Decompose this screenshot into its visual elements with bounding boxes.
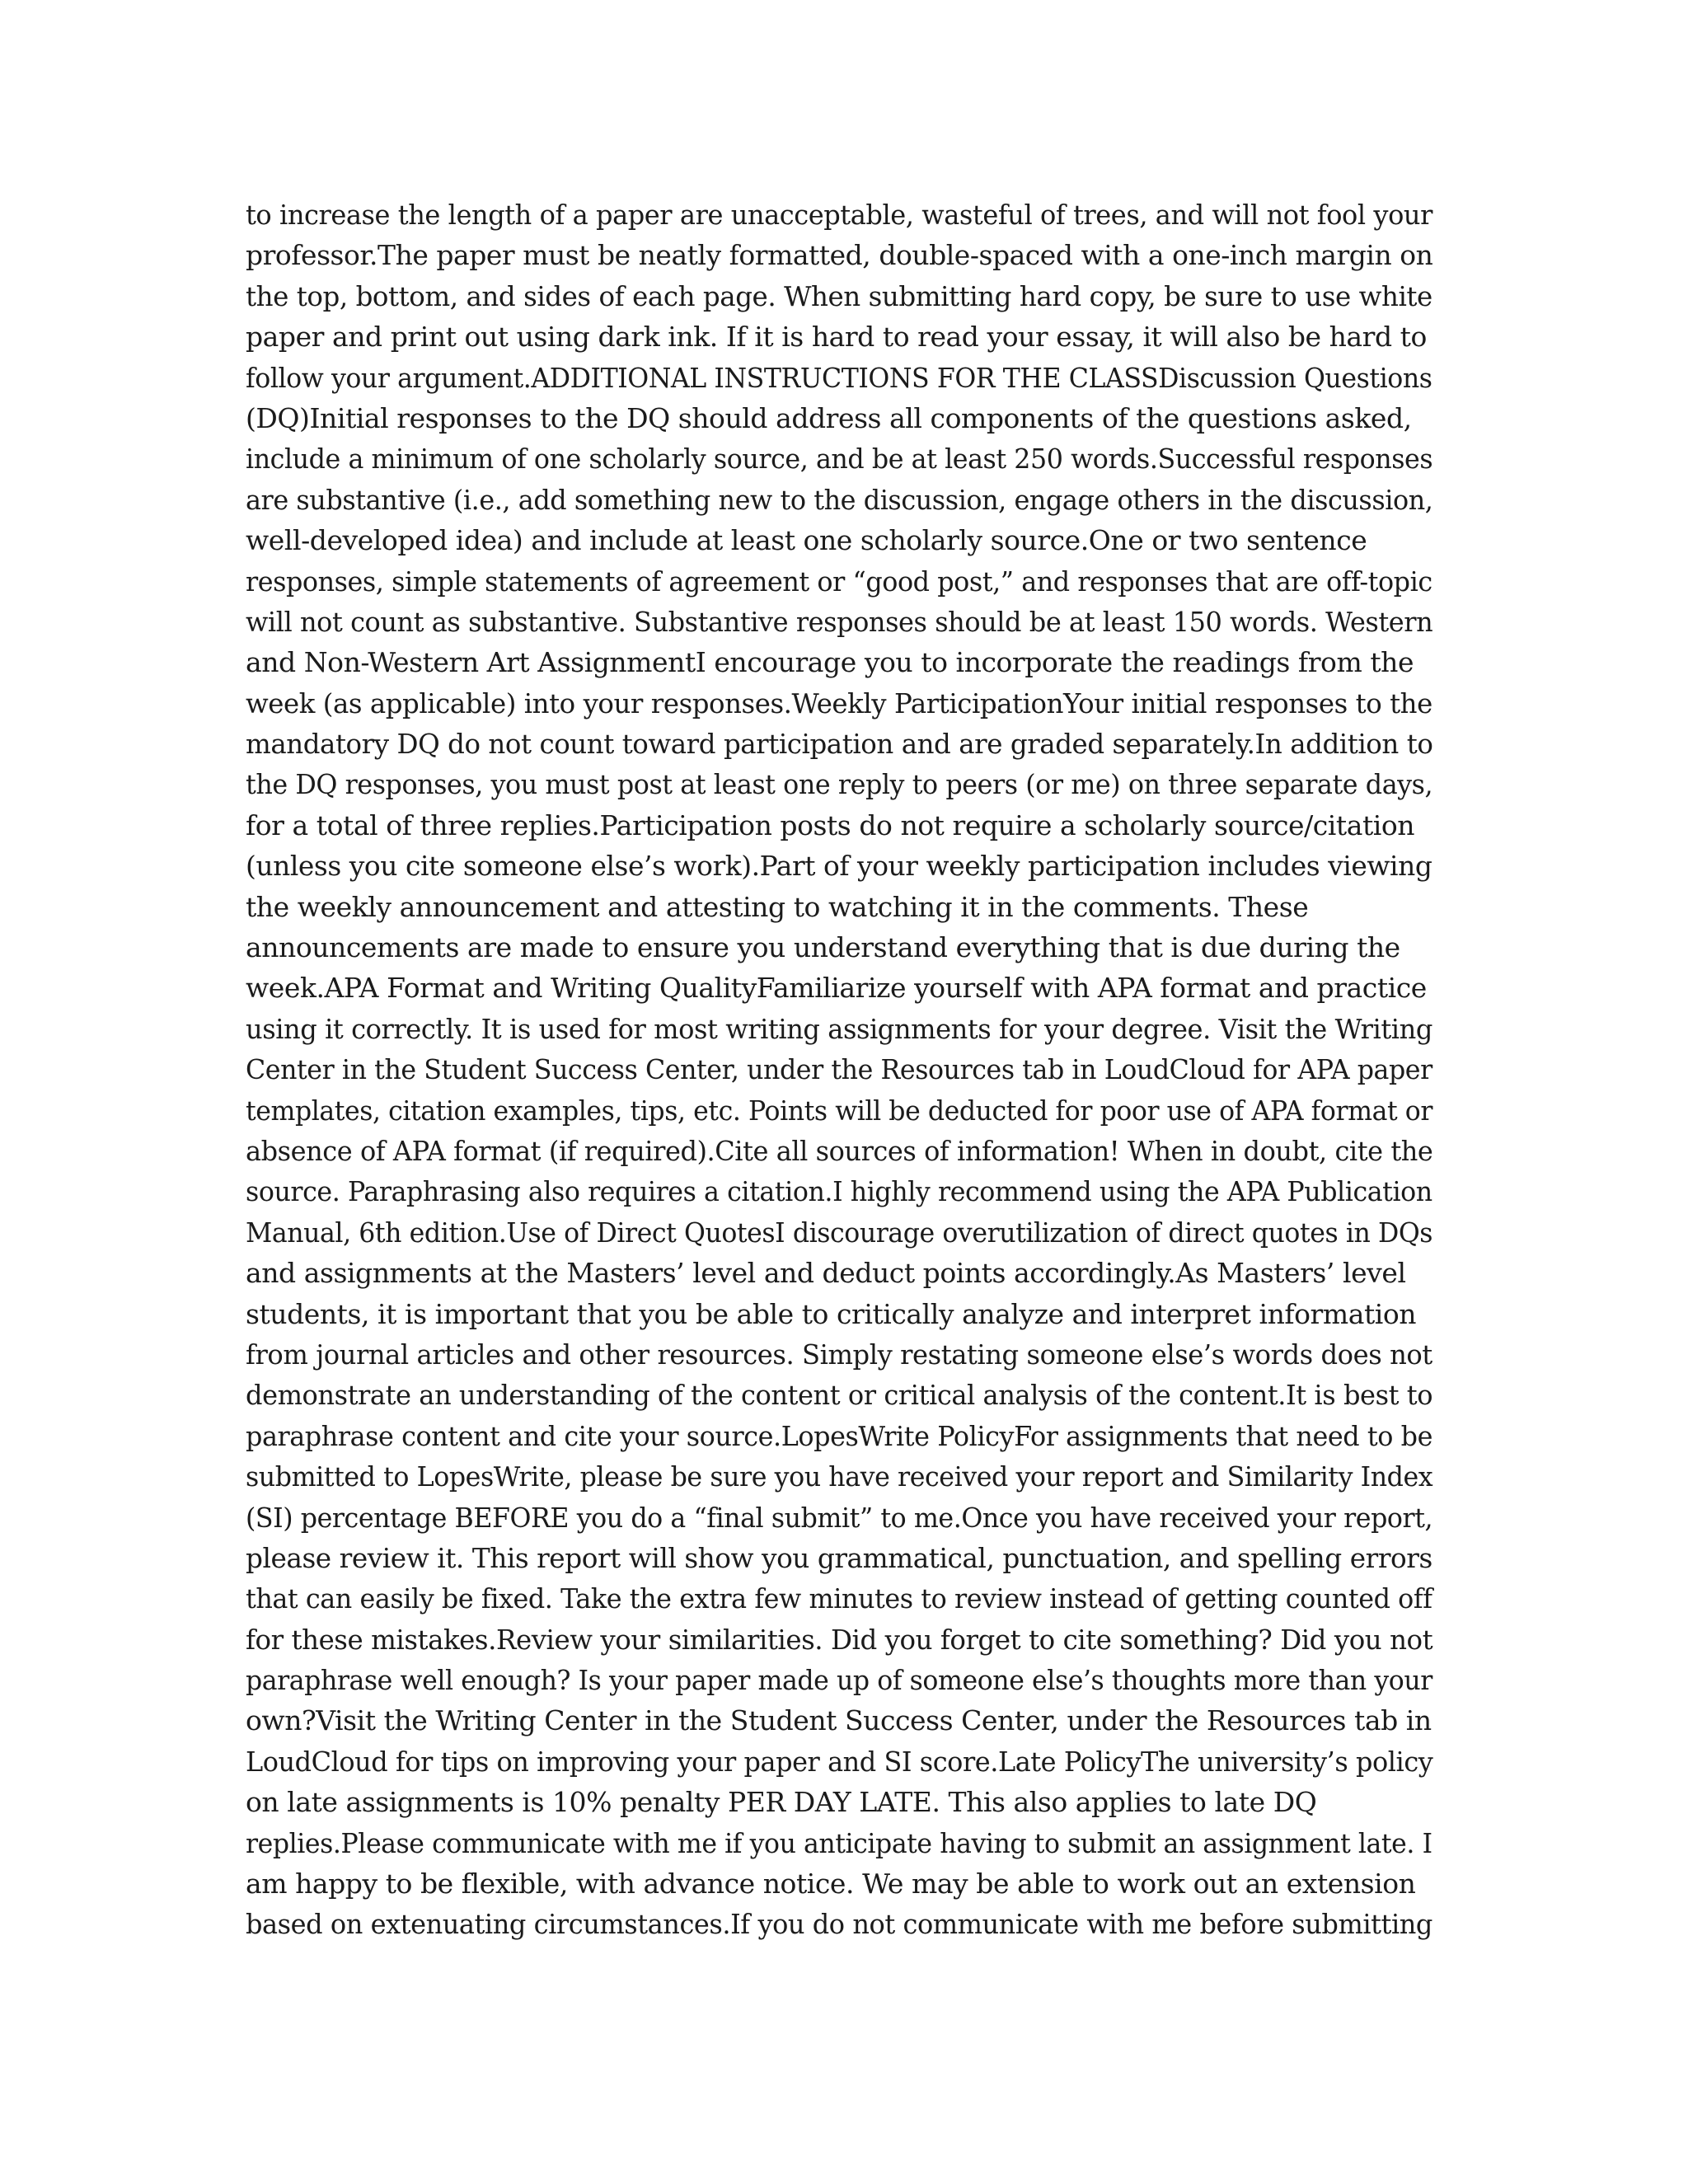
text-line: submitted to LopesWrite, please be sure you have received your report and Similarity Index [246,1460,1433,1493]
text-line: LoudCloud for tips on improving your paper and SI score.Late PolicyThe university’s policy [246,1745,1433,1778]
text-line: the weekly announcement and attesting to watching it in the comments. These [246,890,1309,923]
text-line: and assignments at the Masters’ level and deduct points accordingly.As Masters’ level [246,1257,1406,1290]
text-line: paraphrase well enough? Is your paper made up of someone else’s thoughts more than your [246,1664,1432,1697]
text-line: for a total of three replies.Participation posts do not require a scholarly source/citation [246,808,1415,841]
text-line: well-developed idea) and include at least one scholarly source.One or two sentence [246,524,1367,557]
text-line: based on extenuating circumstances.If you do not communicate with me before submitting [246,1908,1432,1941]
text-line: paraphrase content and cite your source.LopesWrite PolicyFor assignments that need to be [246,1419,1433,1452]
text-line: Center in the Student Success Center, under the Resources tab in LoudCloud for APA paper [246,1053,1432,1086]
text-line: week (as applicable) into your responses.Weekly ParticipationYour initial responses to the [246,687,1432,719]
text-line: using it correctly. It is used for most writing assignments for your degree. Visit the Writing [246,1012,1432,1045]
text-line: replies.Please communicate with me if you anticipate having to submit an assignment late. I [246,1826,1432,1859]
body-text [246,194,1432,1945]
text-line: follow your argument.ADDITIONAL INSTRUCTIONS FOR THE CLASSDiscussion Questions [246,361,1432,394]
text-line: responses, simple statements of agreement or “good post,” and responses that are off-topic [246,565,1432,598]
text-line: and Non-Western Art AssignmentI encourage you to incorporate the readings from the [246,646,1414,679]
text-line: from journal articles and other resources. Simply restating someone else’s words does not [246,1338,1432,1371]
text-line: will not count as substantive. Substantive responses should be at least 150 words. Western [246,605,1433,638]
text-line: professor.The paper must be neatly formatted, double-spaced with a one-inch margin on [246,239,1433,272]
text-line: (DQ)Initial responses to the DQ should address all components of the questions asked, [246,401,1412,434]
text-line: mandatory DQ do not count toward participation and are graded separately.In addition to [246,728,1433,761]
text-line: the top, bottom, and sides of each page. When submitting hard copy, be sure to use white [246,279,1432,312]
text-line: source. Paraphrasing also requires a citation.I highly recommend using the APA Publication [246,1175,1432,1208]
text-line: to increase the length of a paper are unacceptable, wasteful of trees, and will not fool your [246,199,1432,231]
text-line: am happy to be flexible, with advance notice. We may be able to work out an extension [246,1868,1416,1900]
text-line: (SI) percentage BEFORE you do a “final submit” to me.Once you have received your report, [246,1501,1433,1534]
text-line: announcements are made to ensure you understand everything that is due during the [246,931,1400,964]
text-line: for these mistakes.Review your similarities. Did you forget to cite something? Did you not [246,1623,1433,1656]
text-line: please review it. This report will show you grammatical, punctuation, and spelling errors [246,1541,1432,1574]
text-line: week.APA Format and Writing QualityFamiliarize yourself with APA format and practice [246,972,1427,1005]
text-line: (unless you cite someone else’s work).Part of your weekly participation includes viewing [246,850,1432,883]
text-line: students, it is important that you be able to critically analyze and interpret information [246,1297,1417,1330]
text-line: on late assignments is 10% penalty PER DAY LATE. This also applies to late DQ [246,1786,1317,1819]
text-line: include a minimum of one scholarly source, and be at least 250 words.Successful responses [246,443,1433,476]
text-line: templates, citation examples, tips, etc. Points will be deducted for poor use of APA format or [246,1094,1432,1127]
text-line: that can easily be fixed. Take the extra few minutes to review instead of getting counted off [246,1582,1432,1615]
text-line: absence of APA format (if required).Cite all sources of information! When in doubt, cite the [246,1134,1433,1167]
text-line: own?Visit the Writing Center in the Student Success Center, under the Resources tab in [246,1704,1432,1737]
text-line: Manual, 6th edition.Use of Direct QuotesI discourage overutilization of direct quotes in DQs [246,1216,1433,1249]
text-line: the DQ responses, you must post at least one reply to peers (or me) on three separate days, [246,768,1433,801]
text-line: demonstrate an understanding of the content or critical analysis of the content.It is best to [246,1379,1433,1412]
text-line: are substantive (i.e., add something new to the discussion, engage others in the discussion, [246,483,1433,516]
text-line: paper and print out using dark ink. If it is hard to read your essay, it will also be hard to [246,321,1427,354]
